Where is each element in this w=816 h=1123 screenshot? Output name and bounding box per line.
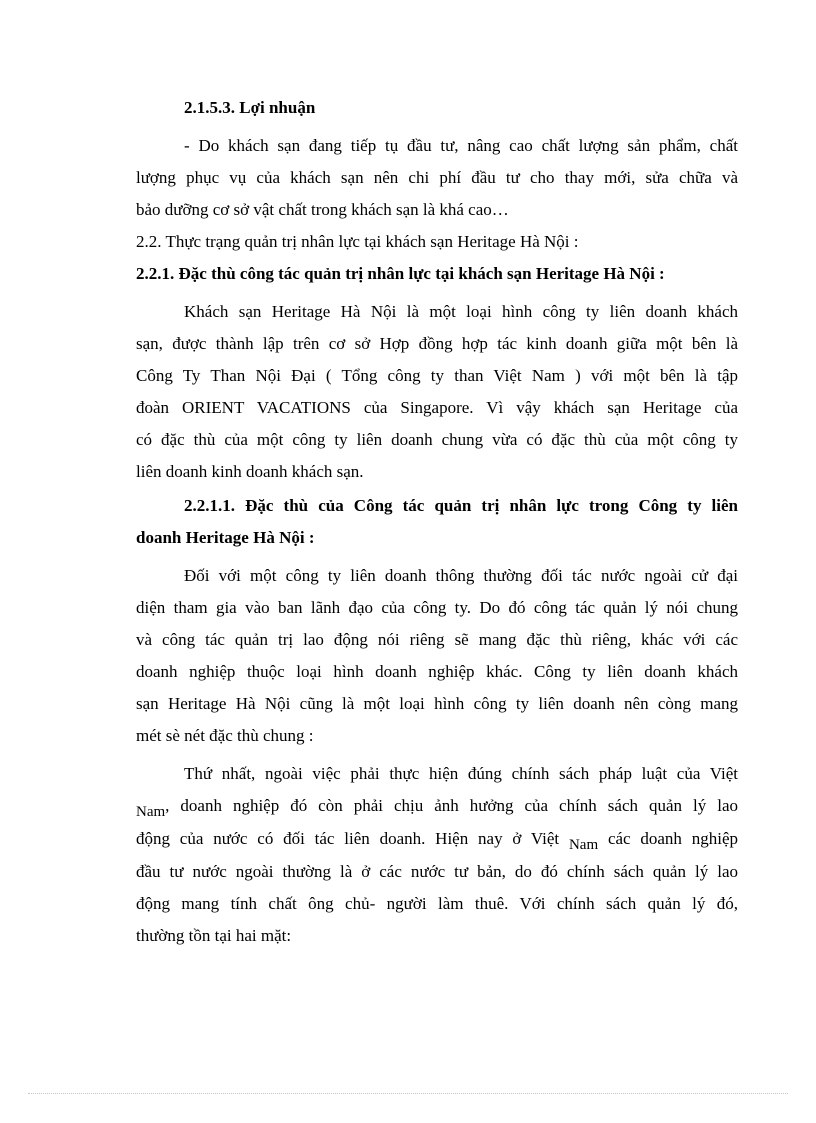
paragraph-first-point [136,758,738,952]
heading-line: doanh Heritage Hà Nội : [136,528,315,547]
paragraph-profit [136,130,738,226]
text-line: mét sè nét đặc thù chung : [136,726,314,745]
document-page [136,92,738,952]
subscript-word: Nam [568,837,599,853]
section-heading-2-2-1: 2.2.1. Đặc thù công tác quản trị nhân lực tại khách sạn Heritage Hà Nội : [136,264,665,283]
text-line: Thứ nhất, ngoài việc phải thực hiện đúng chính sách pháp luật của Việt [184,764,738,783]
text-line: sạn Heritage Hà Nội cũng là một loại hình công ty liên doanh nên còng mang [136,694,738,713]
text-line: có đặc thù của một công ty liên doanh chung vừa có đặc thù của một công ty [136,430,738,449]
text-line: đoàn ORIENT VACATIONS của Singapore. Vì vậy khách sạn Heritage của [136,398,738,417]
heading-line: 2.2.1.1. Đặc thù của Công tác quản trị nhân lực trong Công ty liên [184,496,738,515]
text-line [136,790,738,823]
text-span: , doanh nghiệp đó còn phải chịu ảnh hưởng của chính sách quản lý lao [165,796,738,815]
subscript-word: Nam [136,804,166,820]
page-bottom-rule [28,1093,788,1094]
text-line: - Do khách sạn đang tiếp tụ đầu tư, nâng cao chất lượng sản phẩm, chất [184,136,738,155]
text-line: doanh nghiệp thuộc loại hình doanh nghiệp khác. Công ty liên doanh khách [136,662,738,681]
text-line: Công Ty Than Nội Đại ( Tổng công ty than Việt Nam ) với một bên là tập [136,366,738,385]
text-line: Khách sạn Heritage Hà Nội là một loại hình công ty liên doanh khách [184,302,738,321]
text-line: liên doanh kinh doanh khách sạn. [136,462,364,481]
text-line: động mang tính chất ông chủ- người làm thuê. Với chính sách quản lý đó, [136,894,738,913]
text-line: Đối với một công ty liên doanh thông thường đối tác nước ngoài cử đại [184,566,738,585]
text-line: thường tồn tại hai mặt: [136,926,292,945]
text-line: diện tham gia vào ban lãnh đạo của công ty. Do đó công tác quản lý nói chung [136,598,738,617]
text-span: động của nước có đối tác liên doanh. Hiện nay ở Việt [136,829,560,848]
text-line [136,823,738,856]
section-heading-2-1-5-3: 2.1.5.3. Lợi nhuận [184,98,316,117]
text-line: bảo dưỡng cơ sở vật chất trong khách sạn là khá cao… [136,200,509,219]
text-line: sạn, được thành lập trên cơ sở Hợp đồng hợp tác kinh doanh giữa một bên là [136,334,738,353]
text-line: đầu tư nước ngoài thường là ở các nước tư bản, do đó chính sách quản lý lao [136,862,738,881]
text-line: và công tác quản trị lao động nói riêng sẽ mang đặc thù riêng, khác với các [136,630,738,649]
paragraph-hotel-intro [136,296,738,488]
section-heading-2-2: 2.2. Thực trạng quản trị nhân lực tại khách sạn Heritage Hà Nội : [136,232,579,251]
text-span: các doanh nghiệp [607,829,739,848]
text-line: lượng phục vụ của khách sạn nên chi phí đầu tư cho thay mới, sửa chữa và [136,168,738,187]
paragraph-joint-venture [136,560,738,752]
section-heading-2-2-1-1 [136,490,738,554]
